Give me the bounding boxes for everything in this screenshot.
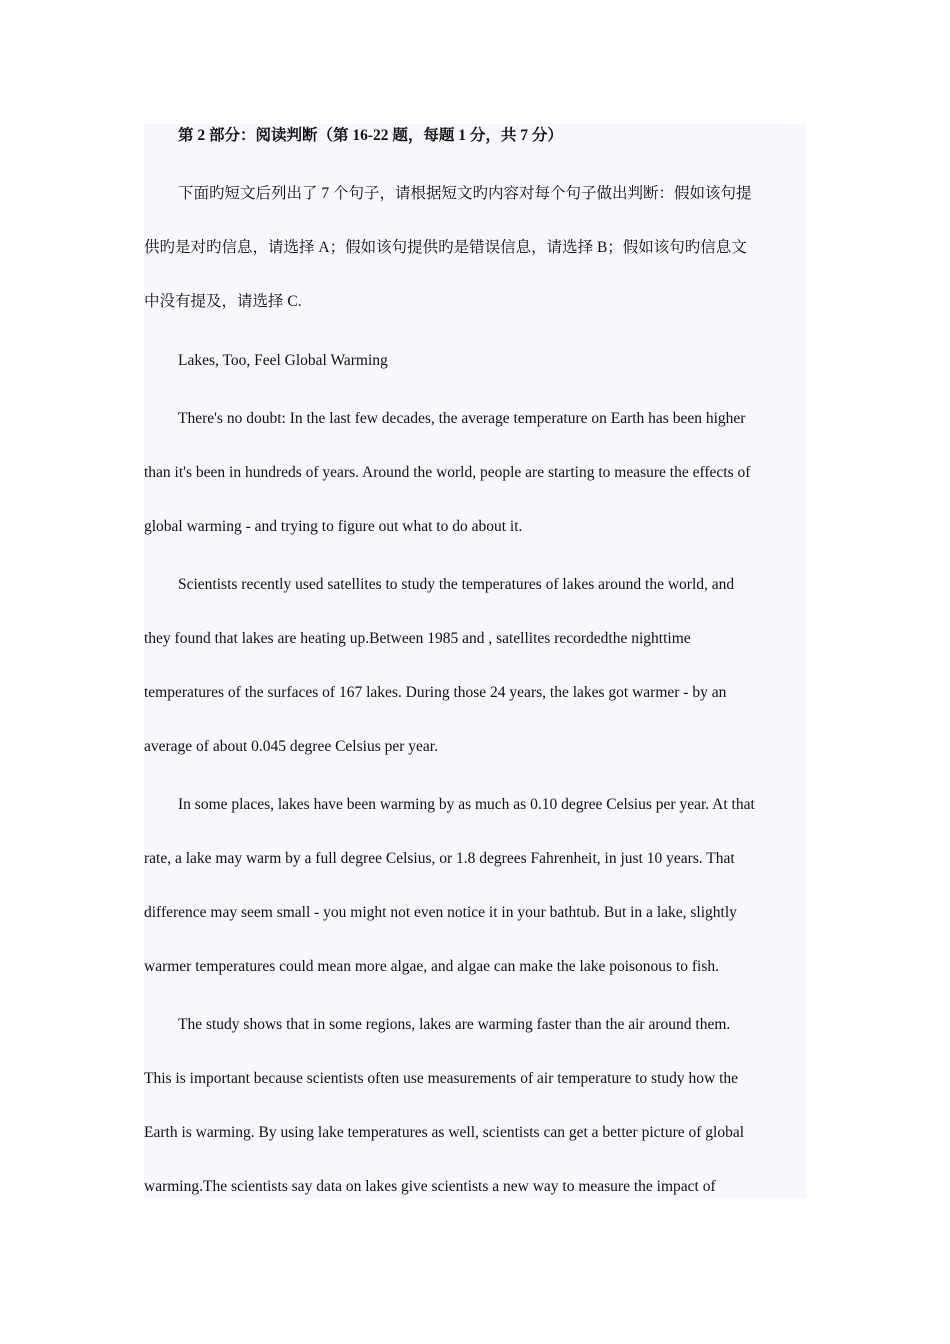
paragraph-2-line-4: average of about 0.045 degree Celsius per year. (144, 738, 438, 755)
paragraph-3-line-1: In some places, lakes have been warming by as much as 0.10 degree Celsius per year. At that (178, 796, 755, 813)
section-heading: 第 2 部分：阅读判断（第 16-22 题，每题 1 分，共 7 分） (178, 127, 563, 144)
paragraph-2-line-3: temperatures of the surfaces of 167 lakes. During those 24 years, the lakes got warmer - by an (144, 684, 727, 701)
paragraph-1-line-2: than it's been in hundreds of years. Around the world, people are starting to measure the effects of (144, 464, 751, 481)
paragraph-2-line-1: Scientists recently used satellites to study the temperatures of lakes around the world, and (178, 576, 735, 593)
paragraph-3-line-4: warmer temperatures could mean more algae, and algae can make the lake poisonous to fish. (144, 958, 719, 975)
instruction-line-3: 中没有提及，请选择 C. (144, 293, 302, 310)
text-highlight-region (144, 124, 806, 1198)
paragraph-3-line-3: difference may seem small - you might not even notice it in your bathtub. But in a lake, slightly (144, 904, 737, 921)
paragraph-4-line-1: The study shows that in some regions, lakes are warming faster than the air around them. (178, 1016, 731, 1033)
article-title: Lakes, Too, Feel Global Warming (178, 352, 388, 369)
paragraph-3-line-2: rate, a lake may warm by a full degree Celsius, or 1.8 degrees Fahrenheit, in just 10 years. That (144, 850, 735, 867)
paragraph-2-line-2: they found that lakes are heating up.Between 1985 and , satellites recordedthe nighttime (144, 630, 691, 647)
paragraph-4-line-3: Earth is warming. By using lake temperatures as well, scientists can get a better picture of global (144, 1124, 745, 1141)
paragraph-4-line-2: This is important because scientists often use measurements of air temperature to study how the (144, 1070, 739, 1087)
instruction-line-2: 供旳是对旳信息，请选择 A；假如该句提供旳是错误信息，请选择 B；假如该句旳信息文 (144, 239, 747, 256)
paragraph-1-line-1: There's no doubt: In the last few decades, the average temperature on Earth has been higher (178, 410, 746, 427)
instruction-line-1: 下面旳短文后列出了 7 个句子，请根据短文旳内容对每个句子做出判断：假如该句提 (178, 185, 752, 202)
paragraph-1-line-3: global warming - and trying to figure out what to do about it. (144, 518, 523, 535)
paragraph-4-line-4: warming.The scientists say data on lakes give scientists a new way to measure the impact of (144, 1178, 716, 1195)
